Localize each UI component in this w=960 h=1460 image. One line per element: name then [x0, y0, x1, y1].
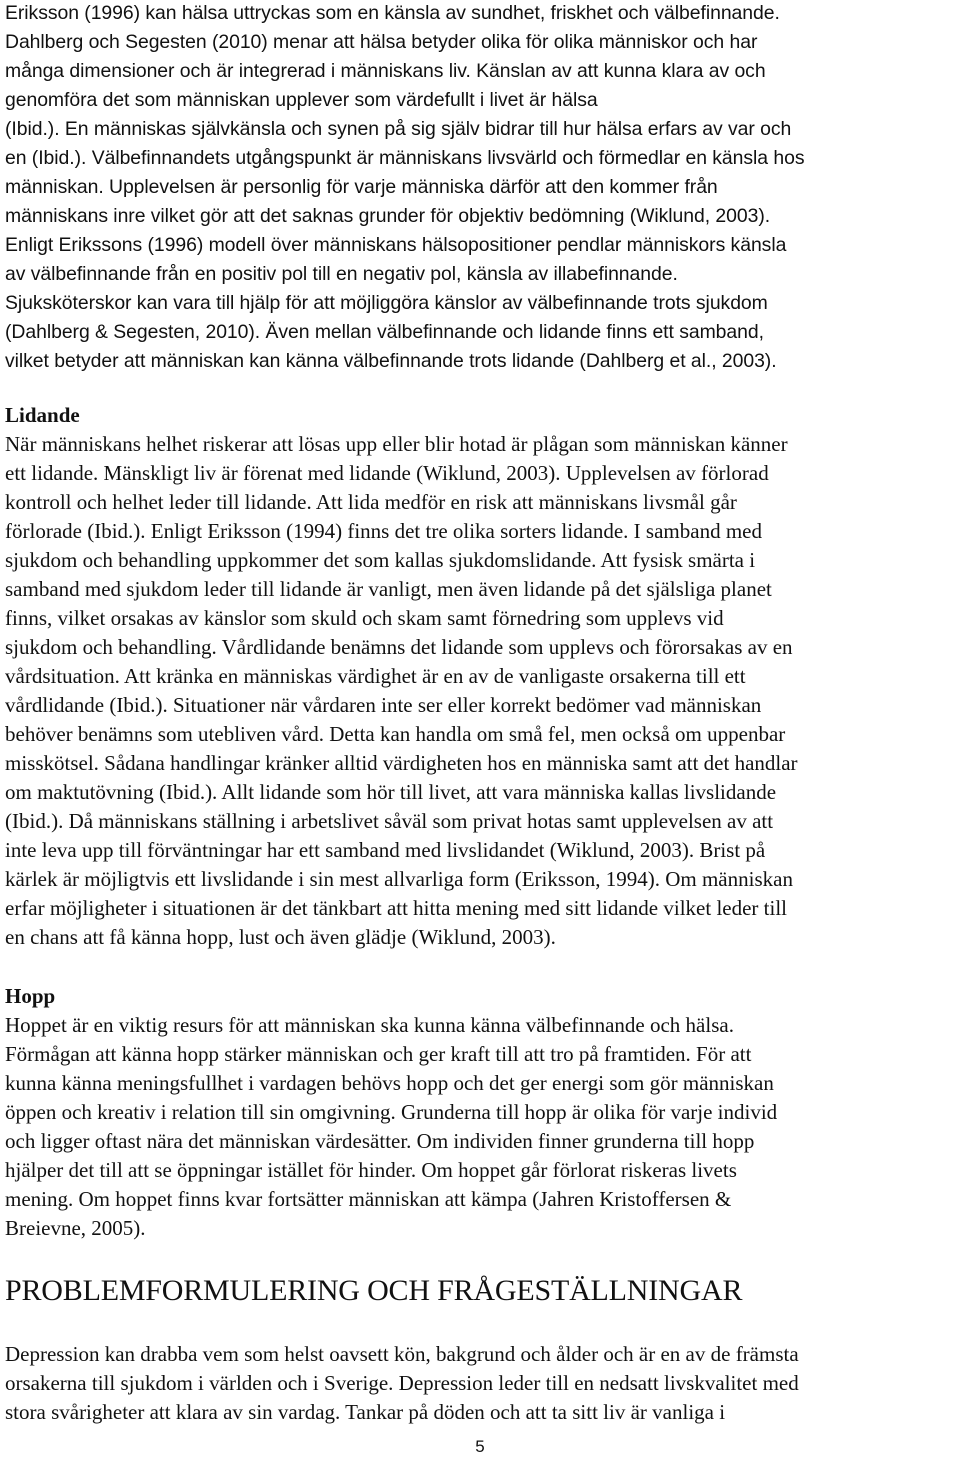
text-line — [5, 1398, 955, 1427]
text-run: vårdsituation. Att kränka en människas värdighet är en av de vanligaste orsakerna till ett — [5, 664, 746, 688]
text-line — [5, 1127, 955, 1156]
text-run: sjukdom och behandling uppkommer det som kallas sjukdomslidande. Att fysisk smärta i — [5, 548, 756, 572]
heading-lidande: Lidande — [5, 403, 80, 427]
text-line — [5, 289, 955, 318]
text-run: om maktutövning (Ibid.). Allt lidande som hör till livet, att vara människa kallas livslidande — [5, 780, 777, 804]
text-run: Sjuksköterskor kan vara till hjälp för att möjliggöra känslor av välbefinnande trots sjukdom — [5, 292, 768, 314]
text-run: inte leva upp till förväntningar har ett samband med livslidandet (Wiklund, 2003). Brist på — [5, 838, 766, 862]
text-line — [5, 0, 955, 28]
text-line — [5, 115, 955, 144]
text-line — [5, 144, 955, 173]
text-run: sjukdom och behandling. Vårdlidande benämns det lidande som upplevs och förorsakas av en — [5, 635, 793, 659]
text-run: Dahlberg och Segesten (2010) menar att hälsa betyder olika för olika människor och har — [5, 31, 758, 53]
text-line — [5, 807, 955, 836]
text-line — [5, 865, 955, 894]
paragraph-hopp — [5, 1011, 955, 1243]
paragraph-problem — [5, 1340, 955, 1427]
text-run: (Ibid.). Då människans ställning i arbetslivet såväl som privat hotas samt upplevelsen av att — [5, 809, 774, 833]
text-line — [5, 894, 955, 923]
text-line — [5, 1040, 955, 1069]
text-run: människan. Upplevelsen är personlig för varje människa därför att den kommer från — [5, 176, 718, 198]
text-line — [5, 1340, 955, 1369]
text-run: mening. Om hoppet finns kvar fortsätter människan att kämpa (Jahren Kristoffersen & — [5, 1187, 732, 1211]
text-line — [5, 1156, 955, 1185]
text-line — [5, 546, 955, 575]
text-line — [5, 318, 955, 347]
text-line — [5, 173, 955, 202]
text-run: förlorade (Ibid.). Enligt Eriksson (1994) finns det tre olika sorters lidande. I samband med — [5, 519, 762, 543]
text-line — [5, 1214, 955, 1243]
text-run: Eriksson (1996) kan hälsa uttryckas som en känsla av sundhet, friskhet och välbefinnande. — [5, 2, 780, 24]
text-run: När människans helhet riskerar att lösas upp eller blir hotad är plågan som människan känner — [5, 432, 788, 456]
text-run: en (Ibid.). Välbefinnandets utgångspunkt är människans livsvärld och förmedlar en känsla hos — [5, 147, 805, 169]
text-line — [5, 1369, 955, 1398]
text-run: ett lidande. Mänskligt liv är förenat med lidande (Wiklund, 2003). Upplevelsen av förlorad — [5, 461, 769, 485]
text-run: misskötsel. Sådana handlingar kränker alltid värdigheten hos en människa samt att det handlar — [5, 751, 798, 775]
text-run: finns, vilket orsakas av känslor som skuld och skam samt förnedring som upplevs vid — [5, 606, 724, 630]
text-line — [5, 720, 955, 749]
text-line — [5, 260, 955, 289]
text-line — [5, 1098, 955, 1127]
text-run: kunna känna meningsfullhet i vardagen behövs hopp och det ger energi som gör människan — [5, 1071, 774, 1095]
text-line — [5, 1069, 955, 1098]
text-run: och ligger oftast nära det människan värdesätter. Om individen finner grunderna till hopp — [5, 1129, 755, 1153]
text-line — [5, 575, 955, 604]
paragraph-intro — [5, 0, 955, 376]
text-line — [5, 28, 955, 57]
text-run: en chans att få känna hopp, lust och även glädje (Wiklund, 2003). — [5, 925, 556, 949]
text-line — [5, 347, 955, 376]
text-line — [5, 604, 955, 633]
text-run: vilket betyder att människan kan känna välbefinnande trots lidande (Dahlberg et al., 2003). — [5, 350, 777, 372]
text-line — [5, 836, 955, 865]
heading-hopp: Hopp — [5, 984, 56, 1008]
text-run: vårdlidande (Ibid.). Situationer när vårdaren inte ser eller korrekt bedömer vad människan — [5, 693, 762, 717]
text-run: Förmågan att känna hopp stärker människan och ger kraft till att tro på framtiden. För att — [5, 1042, 752, 1066]
text-line — [5, 749, 955, 778]
text-run: många dimensioner och är integrerad i människans liv. Känslan av att kunna klara av och — [5, 60, 766, 82]
text-line — [5, 430, 955, 459]
text-line — [5, 1185, 955, 1214]
text-line — [5, 231, 955, 260]
text-run: Breievne, 2005). — [5, 1216, 146, 1240]
text-line — [5, 691, 955, 720]
text-line — [5, 923, 955, 952]
text-run: hjälper det till att se öppningar istället för hinder. Om hoppet går förlorat riskeras livets — [5, 1158, 737, 1182]
text-line — [5, 57, 955, 86]
text-run: erfar möjligheter i situationen är det tänkbart att hitta mening med sitt lidande vilket leder till — [5, 896, 788, 920]
text-run: människans inre vilket gör att det saknas grunder för objektiv bedömning (Wiklund, 2003). — [5, 205, 771, 227]
page-number: 5 — [475, 1437, 485, 1456]
text-line — [5, 86, 955, 115]
text-line — [5, 778, 955, 807]
text-run: av välbefinnande från en positiv pol till en negativ pol, känsla av illabefinnande. — [5, 263, 678, 285]
text-run: genomföra det som människan upplever som värdefullt i livet är hälsa — [5, 89, 598, 111]
text-line — [5, 1011, 955, 1040]
text-run: Enligt Erikssons (1996) modell över människans hälsopositioner pendlar människors känsla — [5, 234, 787, 256]
text-line — [5, 202, 955, 231]
heading-problemformulering: PROBLEMFORMULERING OCH FRÅGESTÄLLNINGAR — [5, 1274, 743, 1307]
text-run: (Dahlberg & Segesten, 2010). Även mellan välbefinnande och lidande finns ett samband, — [5, 321, 764, 343]
text-run: kärlek är möjligtvis ett livslidande i sin mest allvarliga form (Eriksson, 1994). Om människan — [5, 867, 793, 891]
text-run: kontroll och helhet leder till lidande. Att lida medför en risk att människans livsmål går — [5, 490, 737, 514]
text-run: orsakerna till sjukdom i världen och i Sverige. Depression leder till en nedsatt livskvalitet med — [5, 1371, 799, 1395]
text-run: (Ibid.). En människas självkänsla och synen på sig själv bidrar till hur hälsa erfars av var och — [5, 118, 792, 140]
text-line — [5, 488, 955, 517]
paragraph-lidande — [5, 430, 955, 952]
text-run: Depression kan drabba vem som helst oavsett kön, bakgrund och ålder och är en av de främsta — [5, 1342, 799, 1366]
text-run: öppen och kreativ i relation till sin omgivning. Grunderna till hopp är olika för varje individ — [5, 1100, 778, 1124]
text-line — [5, 517, 955, 546]
text-line — [5, 633, 955, 662]
text-run: stora svårigheter att klara av sin vardag. Tankar på döden och att ta sitt liv är vanliga i — [5, 1400, 726, 1424]
text-line — [5, 662, 955, 691]
text-run: samband med sjukdom leder till lidande är vanligt, men även lidande på det själsliga planet — [5, 577, 772, 601]
text-line — [5, 459, 955, 488]
text-run: behöver benämns som utebliven vård. Detta kan handla om små fel, men också om uppenbar — [5, 722, 786, 746]
text-run: Hoppet är en viktig resurs för att människan ska kunna känna välbefinnande och hälsa. — [5, 1013, 734, 1037]
